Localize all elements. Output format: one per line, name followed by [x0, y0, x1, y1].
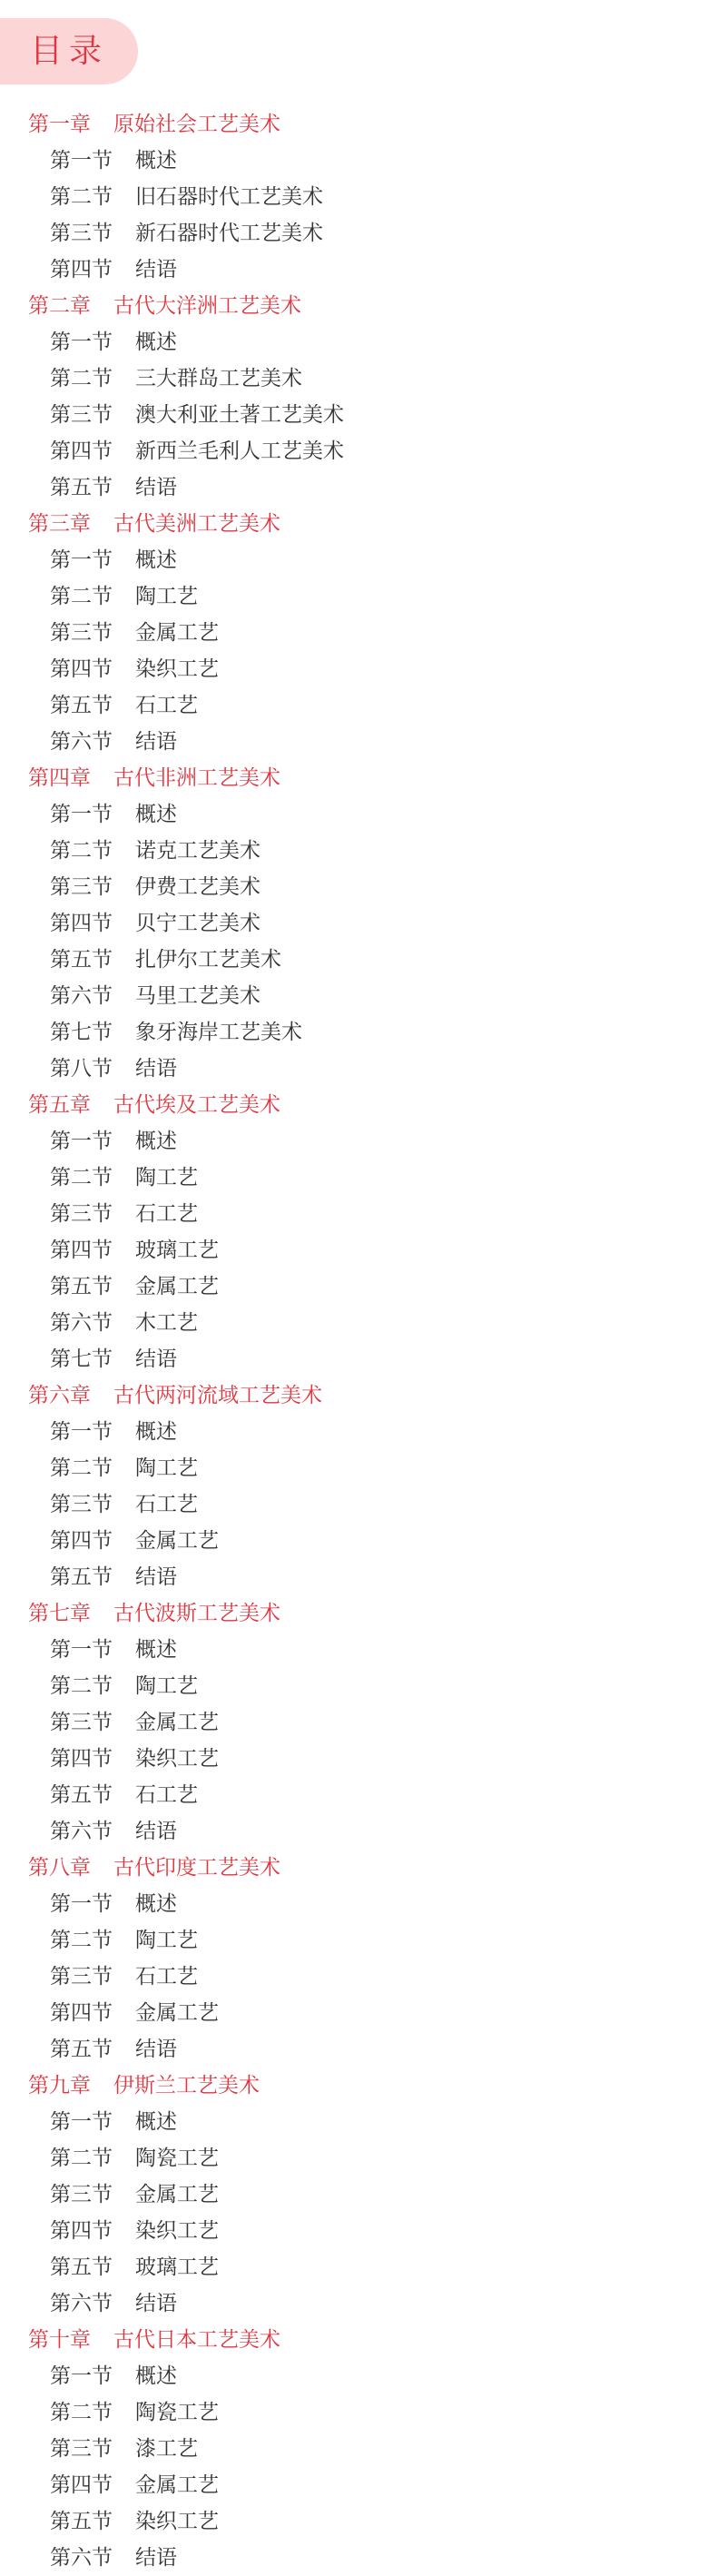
section-number: 第四节 [50, 1529, 113, 1553]
section-number: 第一节 [50, 1892, 113, 1916]
section-number: 第一节 [50, 803, 113, 826]
section-title: 玻璃工艺 [135, 1239, 219, 1262]
toc-chapter-link[interactable] [0, 2068, 717, 2104]
toc-chapter-link[interactable] [0, 506, 717, 542]
section-title: 新西兰毛利人工艺美术 [135, 439, 344, 463]
section-title: 漆工艺 [135, 2437, 198, 2461]
toc-section-link[interactable] [0, 905, 717, 942]
toc-chapter-link[interactable] [0, 1850, 717, 1886]
toc-section-link[interactable] [0, 2503, 717, 2540]
toc-section-link[interactable] [0, 397, 717, 433]
section-number: 第二节 [50, 185, 113, 209]
chapter-number: 第五章 [28, 1093, 91, 1117]
chapter-title: 古代美洲工艺美术 [113, 512, 280, 536]
section-title: 概述 [135, 548, 177, 572]
section-number: 第二节 [50, 367, 113, 390]
section-number: 第一节 [50, 2110, 113, 2134]
toc-section-link[interactable] [0, 1741, 717, 1777]
section-number: 第四节 [50, 1747, 113, 1771]
section-title: 陶工艺 [135, 1166, 198, 1189]
chapter-title: 古代大洋洲工艺美术 [113, 294, 301, 318]
chapter-title: 古代埃及工艺美术 [113, 1093, 280, 1117]
section-title: 陶工艺 [135, 1456, 198, 1480]
toc-section-link[interactable] [0, 1341, 717, 1377]
toc-section-link[interactable] [0, 2285, 717, 2322]
section-title: 金属工艺 [135, 1529, 219, 1553]
section-title: 结语 [135, 1565, 177, 1589]
section-number: 第三节 [50, 1711, 113, 1734]
section-number: 第三节 [50, 222, 113, 245]
section-number: 第三节 [50, 403, 113, 427]
section-title: 金属工艺 [135, 2001, 219, 2025]
toc-section-link[interactable] [0, 433, 717, 469]
chapter-title: 伊斯兰工艺美术 [113, 2074, 260, 2097]
toc-chapter-link[interactable] [0, 288, 717, 324]
chapter-number: 第二章 [28, 294, 91, 318]
toc-section-link[interactable] [0, 215, 717, 252]
page-title: 目录 [30, 33, 109, 70]
section-number: 第六节 [50, 730, 113, 754]
section-number: 第二节 [50, 585, 113, 608]
section-title: 石工艺 [135, 1202, 198, 1226]
section-title: 贝宁工艺美术 [135, 912, 260, 935]
toc-section-link[interactable] [0, 796, 717, 833]
toc-section-link[interactable] [0, 469, 717, 506]
toc-section-link[interactable] [0, 724, 717, 760]
toc-section-link[interactable] [0, 1777, 717, 1813]
chapter-title: 古代印度工艺美术 [113, 1856, 280, 1880]
section-title: 三大群岛工艺美术 [135, 367, 302, 390]
toc-section-link[interactable] [0, 2540, 717, 2576]
chapter-number: 第六章 [28, 1384, 91, 1407]
toc-chapter-link[interactable] [0, 106, 717, 143]
section-title: 结语 [135, 1820, 177, 1843]
toc-section-link[interactable] [0, 1632, 717, 1668]
section-number: 第二节 [50, 839, 113, 863]
section-number: 第一节 [50, 1638, 113, 1662]
toc-section-link[interactable] [0, 1668, 717, 1704]
toc-section-link[interactable] [0, 324, 717, 360]
section-title: 概述 [135, 1892, 177, 1916]
toc-section-link[interactable] [0, 1051, 717, 1087]
toc-section-link[interactable] [0, 615, 717, 651]
section-title: 陶瓷工艺 [135, 2401, 219, 2424]
section-title: 概述 [135, 149, 177, 173]
toc-section-link[interactable] [0, 360, 717, 397]
section-title: 结语 [135, 730, 177, 754]
section-title: 结语 [135, 1057, 177, 1081]
section-number: 第四节 [50, 439, 113, 463]
toc-section-link[interactable] [0, 578, 717, 615]
section-number: 第二节 [50, 1674, 113, 1698]
toc-section-link[interactable] [0, 2394, 717, 2431]
section-title: 扎伊尔工艺美术 [135, 948, 281, 972]
toc-section-link[interactable] [0, 542, 717, 578]
chapter-number: 第十章 [28, 2328, 91, 2352]
section-number: 第四节 [50, 2219, 113, 2243]
section-number: 第六节 [50, 1311, 113, 1335]
section-title: 澳大利亚土著工艺美术 [135, 403, 344, 427]
section-title: 染织工艺 [135, 1747, 219, 1771]
toc-chapter-link[interactable] [0, 1377, 717, 1414]
section-title: 新石器时代工艺美术 [135, 222, 323, 245]
chapter-number: 第四章 [28, 766, 91, 790]
toc-section-link[interactable] [0, 1486, 717, 1523]
toc-section-link[interactable] [0, 978, 717, 1014]
chapter-title: 古代波斯工艺美术 [113, 1602, 280, 1625]
toc-section-link[interactable] [0, 1922, 717, 1959]
section-title: 木工艺 [135, 1311, 198, 1335]
section-number: 第五节 [50, 2038, 113, 2061]
section-number: 第三节 [50, 621, 113, 645]
section-title: 概述 [135, 331, 177, 354]
toc-section-link[interactable] [0, 1813, 717, 1850]
section-title: 马里工艺美术 [135, 984, 260, 1008]
section-number: 第五节 [50, 1565, 113, 1589]
section-number: 第一节 [50, 149, 113, 173]
section-number: 第三节 [50, 2437, 113, 2461]
toc-section-link[interactable] [0, 1414, 717, 1450]
chapter-number: 第九章 [28, 2074, 91, 2097]
section-number: 第一节 [50, 2364, 113, 2388]
section-title: 象牙海岸工艺美术 [135, 1021, 302, 1044]
section-title: 结语 [135, 2038, 177, 2061]
section-title: 染织工艺 [135, 2219, 219, 2243]
section-title: 石工艺 [135, 694, 198, 717]
table-of-contents [0, 106, 717, 2576]
section-number: 第五节 [50, 694, 113, 717]
chapter-number: 第七章 [28, 1602, 91, 1625]
section-title: 金属工艺 [135, 2473, 219, 2497]
section-number: 第三节 [50, 875, 113, 899]
section-title: 玻璃工艺 [135, 2255, 219, 2279]
toc-section-link[interactable] [0, 2431, 717, 2467]
section-number: 第二节 [50, 2401, 113, 2424]
section-title: 概述 [135, 2364, 177, 2388]
section-title: 陶工艺 [135, 585, 198, 608]
section-title: 石工艺 [135, 1493, 198, 1516]
section-title: 金属工艺 [135, 1711, 219, 1734]
section-number: 第五节 [50, 1783, 113, 1807]
toc-section-link[interactable] [0, 2176, 717, 2213]
toc-section-link[interactable] [0, 1232, 717, 1268]
section-title: 旧石器时代工艺美术 [135, 185, 323, 209]
toc-chapter-link[interactable] [0, 760, 717, 796]
section-number: 第二节 [50, 2147, 113, 2170]
section-number: 第四节 [50, 1239, 113, 1262]
section-number: 第五节 [50, 1275, 113, 1298]
toc-section-link[interactable] [0, 2140, 717, 2176]
section-number: 第六节 [50, 2292, 113, 2315]
section-title: 概述 [135, 803, 177, 826]
toc-section-link[interactable] [0, 1160, 717, 1196]
toc-section-link[interactable] [0, 2249, 717, 2285]
section-number: 第五节 [50, 2510, 113, 2533]
toc-section-link[interactable] [0, 869, 717, 905]
section-number: 第六节 [50, 2546, 113, 2570]
toc-section-link[interactable] [0, 1305, 717, 1341]
section-title: 结语 [135, 476, 177, 499]
section-title: 概述 [135, 1638, 177, 1662]
toc-section-link[interactable] [0, 252, 717, 288]
chapter-title: 古代日本工艺美术 [113, 2328, 280, 2352]
section-title: 伊费工艺美术 [135, 875, 260, 899]
section-number: 第三节 [50, 2183, 113, 2206]
section-number: 第二节 [50, 1166, 113, 1189]
section-title: 结语 [135, 1347, 177, 1371]
section-number: 第三节 [50, 1965, 113, 1989]
section-title: 诺克工艺美术 [135, 839, 260, 863]
toc-section-link[interactable] [0, 143, 717, 179]
section-number: 第四节 [50, 2001, 113, 2025]
section-title: 陶工艺 [135, 1674, 198, 1698]
section-number: 第六节 [50, 984, 113, 1008]
chapter-number: 第三章 [28, 512, 91, 536]
section-number: 第一节 [50, 548, 113, 572]
section-number: 第五节 [50, 476, 113, 499]
toc-section-link[interactable] [0, 1123, 717, 1160]
toc-section-link[interactable] [0, 1014, 717, 1051]
section-number: 第四节 [50, 258, 113, 281]
section-title: 结语 [135, 258, 177, 281]
chapter-title: 古代非洲工艺美术 [113, 766, 280, 790]
toc-section-link[interactable] [0, 2358, 717, 2394]
toc-section-link[interactable] [0, 179, 717, 215]
toc-section-link[interactable] [0, 1268, 717, 1305]
section-title: 陶瓷工艺 [135, 2147, 219, 2170]
section-title: 染织工艺 [135, 2510, 219, 2533]
section-title: 金属工艺 [135, 1275, 219, 1298]
toc-chapter-link[interactable] [0, 2322, 717, 2358]
section-number: 第一节 [50, 1130, 113, 1153]
toc-chapter-link[interactable] [0, 1595, 717, 1632]
toc-section-link[interactable] [0, 833, 717, 869]
section-title: 结语 [135, 2546, 177, 2570]
toc-section-link[interactable] [0, 2104, 717, 2140]
section-title: 染织工艺 [135, 657, 219, 681]
chapter-number: 第一章 [28, 113, 91, 136]
section-title: 金属工艺 [135, 621, 219, 645]
section-number: 第七节 [50, 1021, 113, 1044]
section-title: 金属工艺 [135, 2183, 219, 2206]
toc-section-link[interactable] [0, 2467, 717, 2503]
toc-chapter-link[interactable] [0, 1087, 717, 1123]
section-title: 石工艺 [135, 1783, 198, 1807]
section-title: 陶工艺 [135, 1929, 198, 1952]
section-number: 第七节 [50, 1347, 113, 1371]
section-number: 第一节 [50, 331, 113, 354]
toc-section-link[interactable] [0, 2213, 717, 2249]
section-number: 第一节 [50, 1420, 113, 1444]
section-number: 第三节 [50, 1493, 113, 1516]
toc-section-link[interactable] [0, 1523, 717, 1559]
section-number: 第四节 [50, 912, 113, 935]
section-title: 石工艺 [135, 1965, 198, 1989]
toc-section-link[interactable] [0, 1559, 717, 1595]
section-number: 第四节 [50, 657, 113, 681]
chapter-number: 第八章 [28, 1856, 91, 1880]
section-title: 概述 [135, 1130, 177, 1153]
toc-section-link[interactable] [0, 1704, 717, 1741]
toc-section-link[interactable] [0, 2031, 717, 2068]
section-number: 第六节 [50, 1820, 113, 1843]
section-title: 概述 [135, 1420, 177, 1444]
chapter-title: 古代两河流域工艺美术 [113, 1384, 322, 1407]
chapter-title: 原始社会工艺美术 [113, 113, 280, 136]
toc-section-link[interactable] [0, 1995, 717, 2031]
toc-section-link[interactable] [0, 1886, 717, 1922]
toc-section-link[interactable] [0, 687, 717, 724]
section-number: 第八节 [50, 1057, 113, 1081]
section-title: 结语 [135, 2292, 177, 2315]
toc-section-link[interactable] [0, 1959, 717, 1995]
section-number: 第二节 [50, 1929, 113, 1952]
section-number: 第二节 [50, 1456, 113, 1480]
toc-section-link[interactable] [0, 1196, 717, 1232]
section-title: 概述 [135, 2110, 177, 2134]
section-number: 第五节 [50, 2255, 113, 2279]
toc-section-link[interactable] [0, 942, 717, 978]
section-number: 第四节 [50, 2473, 113, 2497]
section-number: 第五节 [50, 948, 113, 972]
toc-section-link[interactable] [0, 651, 717, 687]
toc-section-link[interactable] [0, 1450, 717, 1486]
section-number: 第三节 [50, 1202, 113, 1226]
